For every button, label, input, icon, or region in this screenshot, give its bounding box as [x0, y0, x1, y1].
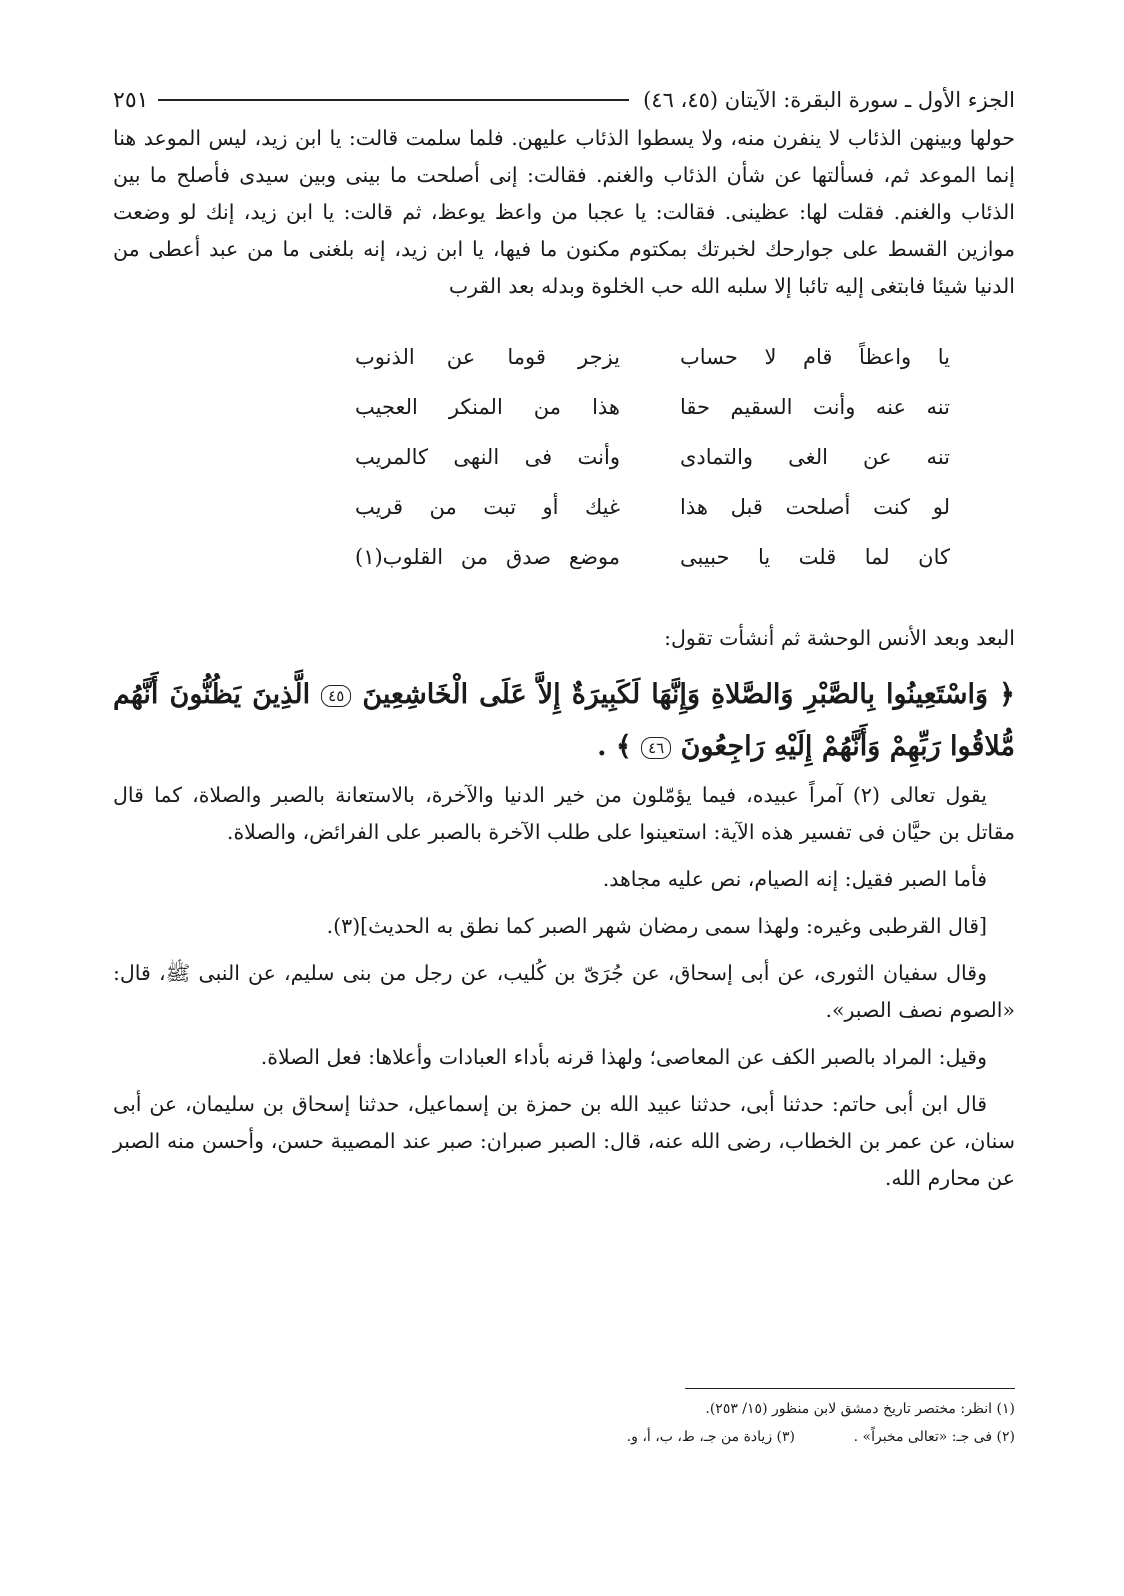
- paragraph-tafsir: يقول تعالى (٢) آمراً عبيده، فيما يؤمّلون من خير الدنيا والآخرة، بالاستعانة بالصبر والصلاة، كما قال مقاتل بن حيَّان فى تفسير هذه الآية: استعينوا على طلب الآخرة بالصبر على الفرائض، والصلاة.: [113, 783, 1015, 844]
- poem-hemistich-left: موضع صدق من القلوب(١): [355, 545, 620, 569]
- poem-line: [113, 445, 1015, 495]
- header-title: الجزء الأول ـ سورة البقرة: الآيتان (٤٥، ٤٦): [643, 88, 1015, 112]
- footnote-1: (١) انظر: مختصر تاريخ دمشق لابن منظور (١٥/ ٢٥٣).: [705, 1401, 1015, 1417]
- header-rule: [158, 99, 629, 101]
- poem-hemistich-right: يا واعظاً قام لا حساب: [680, 345, 950, 369]
- poem-hemistich-left: يزجر قوما عن الذنوب: [355, 345, 620, 369]
- paragraph-sufyan: وقال سفيان الثورى، عن أبى إسحاق، عن جُرَىّ بن كُليب، عن رجل من بنى سليم، عن النبى ﷺ، قال: «الصوم نصف الصبر».: [113, 961, 1015, 1022]
- poem-hemistich-left: غيك أو تبت من قريب: [355, 495, 620, 519]
- verse-number-marker: ٤٥: [321, 685, 351, 707]
- paragraph-qurtubi: [قال القرطبى وغيره: ولهذا سمى رمضان شهر الصبر كما نطق به الحديث](٣).: [326, 914, 987, 938]
- poem-hemistich-right: تنه عنه وأنت السقيم حقا: [680, 395, 950, 419]
- footnote-rule: [685, 1388, 1015, 1389]
- poem-line: [113, 395, 1015, 445]
- quran-text-part1: وَاسْتَعِينُوا بِالصَّبْرِ وَالصَّلاةِ وَإِنَّهَا لَكَبِيرَةٌ إِلاَّ عَلَى الْخَاشِعِينَ: [362, 679, 989, 710]
- poem-line: [113, 345, 1015, 395]
- footnote-2: (٢) فى جـ: «تعالى مخبراً» .: [853, 1429, 1015, 1445]
- running-header: [113, 80, 1015, 120]
- poem-line: [113, 495, 1015, 545]
- quran-close-bracket: ﴾ .: [597, 731, 632, 762]
- quran-verse: [113, 669, 1015, 773]
- footnote-3: (٣) زيادة من جـ، ط، ب، أ، و.: [626, 1429, 795, 1445]
- quran-text-part2: الَّذِينَ يَظُنُّونَ أَنَّهُم مُّلاقُوا رَبِّهِمْ وَأَنَّهُمْ إِلَيْهِ رَاجِعُونَ: [113, 679, 1015, 762]
- paragraph-fasting: فأما الصبر فقيل: إنه الصيام، نص عليه مجاهد.: [602, 867, 987, 891]
- quran-open-bracket: ﴿: [999, 679, 1015, 710]
- poem-hemistich-right: لو كنت أصلحت قبل هذا: [680, 495, 950, 519]
- poem-hemistich-right: تنه عن الغى والتمادى: [680, 445, 950, 469]
- poem: [113, 345, 1015, 595]
- poem-hemistich-left: وأنت فى النهى كالمريب: [355, 445, 620, 469]
- poem-hemistich-left: هذا من المنكر العجيب: [355, 395, 620, 419]
- poem-intro: البعد وبعد الأنس الوحشة ثم أنشأت تقول:: [664, 626, 1015, 650]
- page-number: ٢٥١: [113, 87, 149, 113]
- paragraph-story: حولها وبينهن الذئاب لا ينفرن منه، ولا يسطوا الذئاب عليهن. فلما سلمت قالت: يا ابن زيد، ليس الموعد هنا إنما الموعد ثم، فسألتها عن شأن الذئاب والغنم. فقالت: إنى أصلحت ما بينى وبين سيدى فأصلح ما بين الذئاب والغنم. فقلت لها: عظينى. فقالت: يا عجبا من واعظ يوعظ، ثم قالت: يا ابن زيد، إنك لو وضعت موازين القسط على جوارحك لخبرتك بمكتوم مكنون ما فيها، يا ابن زيد، إنه بلغنى ما من عبد أعطى من الدنيا شيئا فابتغى إليه تائبا إلا سلبه الله حب الخلوة وبدله بعد القرب: [113, 126, 1015, 298]
- paragraph-ibn-abi-hatim: قال ابن أبى حاتم: حدثنا أبى، حدثنا عبيد الله بن حمزة بن إسماعيل، حدثنا إسحاق بن سليمان، عن أبى سنان، عن عمر بن الخطاب، رضى الله عنه، قال: الصبر صبران: صبر عند المصيبة حسن، وأحسن منه الصبر عن محارم الله.: [113, 1092, 1015, 1190]
- poem-line: [113, 545, 1015, 595]
- footnotes: [113, 1388, 1015, 1451]
- verse-number-marker: ٤٦: [641, 737, 671, 759]
- poem-hemistich-right: كان لما قلت يا حبيبى: [680, 545, 950, 569]
- footnote-row: [113, 1423, 1015, 1451]
- page-body: [113, 80, 1015, 1197]
- paragraph-sins: وقيل: المراد بالصبر الكف عن المعاصى؛ ولهذا قرنه بأداء العبادات وأعلاها: فعل الصلاة.: [260, 1045, 987, 1069]
